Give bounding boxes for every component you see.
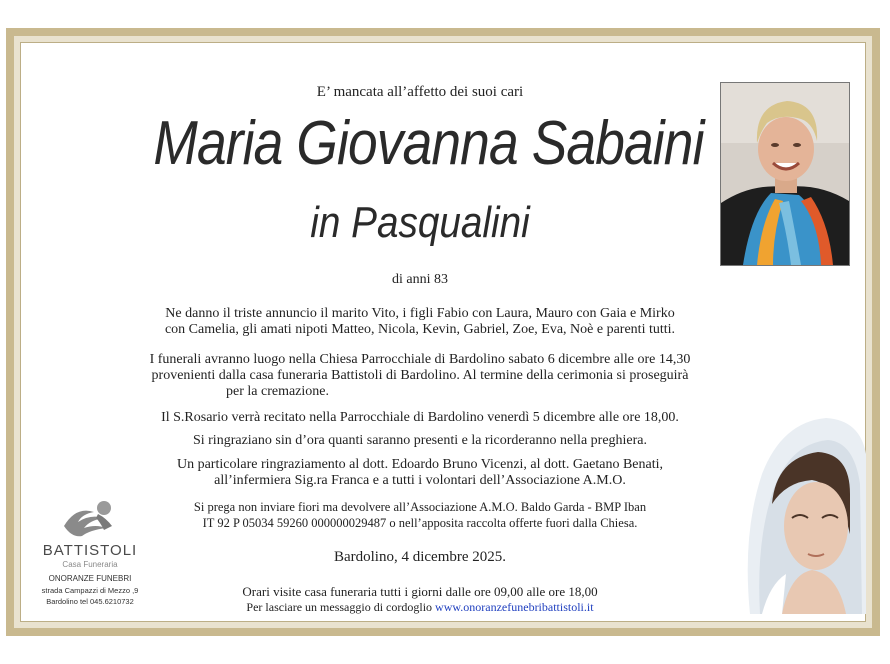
age-text: di anni 83 (392, 272, 448, 287)
madonna-image (742, 414, 866, 614)
angel-icon (60, 496, 120, 540)
condolence-link[interactable]: www.onoranzefunebribattistoli.it (435, 600, 594, 614)
condolence-message (170, 600, 670, 615)
family-line-1: Ne danno il triste annuncio il marito Vito, i figli Fabio con Laura, Mauro con Gaia e Mirko (165, 306, 675, 321)
donation-line-2: IT 92 P 05034 59260 000000029487 o nell’apposita raccolta offerte fuori dalla Chiesa. (202, 516, 638, 530)
funeral-home-logo (30, 496, 150, 612)
family-line-2: con Camelia, gli amati nipoti Matteo, Nicola, Kevin, Gabriel, Zoe, Eva, Noè e parenti tutti. (164, 322, 676, 337)
place-date: Bardolino, 4 dicembre 2025. (333, 549, 507, 565)
deceased-name: Maria Giovanna Sabaini (153, 109, 704, 178)
logo-address: strada Campazzi di Mezzo ,9 (41, 586, 139, 595)
funeral-line-3: per la cremazione. (226, 384, 329, 399)
madonna-illustration (742, 414, 866, 614)
portrait-photo (720, 82, 850, 266)
donation-paragraph (120, 499, 720, 531)
special-line-2: all’infermiera Sig.ra Franca e a tutti i volontari dell’Associazione A.M.O. (214, 473, 626, 488)
logo-phone: Bardolino tel 045.6210732 (46, 597, 134, 606)
funeral-line-1: I funerali avranno luogo nella Chiesa Parrocchiale di Bardolino sabato 6 dicembre alle ore 14,30 (149, 352, 691, 367)
funeral-line-2: provenienti dalla casa funeraria Battistoli di Bardolino. Al termine della cerimonia si proseguirà (151, 368, 689, 383)
family-paragraph (100, 306, 740, 338)
logo-brand: BATTISTOLI (42, 542, 138, 559)
donation-line-1: Si prega non inviare fiori ma devolvere all’Associazione A.M.O. Baldo Garda - BMP Iban (193, 500, 647, 514)
funeral-paragraph (100, 352, 740, 400)
married-name: in Pasqualini (310, 198, 530, 247)
special-line-1: Un particolare ringraziamento al dott. Edoardo Bruno Vicenzi, al dott. Gaetano Benati, (176, 457, 663, 472)
rosary-text: Il S.Rosario verrà recitato nella Parrocchiale di Bardolino venerdì 5 dicembre alle ore 18,00. (161, 410, 679, 425)
logo-subtitle: Casa Funeraria (62, 560, 118, 569)
portrait-illustration (721, 83, 849, 265)
visiting-hours: Orari visite casa funeraria tutti i giorni dalle ore 09,00 alle ore 18,00 (242, 584, 598, 599)
intro-text: E’ mancata all’affetto dei suoi cari (316, 84, 524, 100)
special-thanks-paragraph (100, 457, 740, 489)
thanks-text: Si ringraziano sin d’ora quanti saranno presenti e la ricorderanno nella preghiera. (192, 433, 648, 448)
condolence-prefix: Per lasciare un messaggio di cordoglio (246, 600, 433, 614)
logo-line-1: ONORANZE FUNEBRI (48, 574, 132, 583)
